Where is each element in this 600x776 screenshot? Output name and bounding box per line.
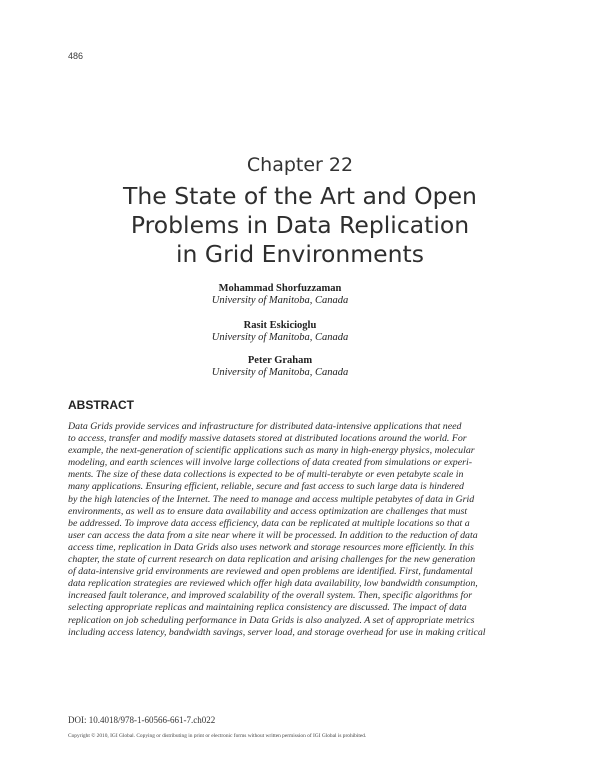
abstract-line: data replication strategies are reviewed which offer high data availability, low bandwidth consumption,: [68, 578, 478, 590]
abstract-line: selecting appropriate replicas and maintaining replica consistency are discussed. The impact of data: [68, 602, 467, 614]
author-name: Mohammad Shorfuzzaman: [218, 283, 342, 294]
abstract-line: access time, replication in Data Grids also uses network and storage resources more efficiently. In this: [68, 541, 474, 553]
abstract-line: increased fault tolerance, and improved scalability of the overall system. Then, specific algorithms for: [68, 590, 473, 602]
title-line: in Grid Environments: [176, 240, 424, 268]
abstract-line: of data-intensive grid environments are reviewed and open problems are identified. First, fundamental: [68, 566, 473, 578]
abstract-body: [68, 421, 532, 639]
author-affiliation: University of Manitoba, Canada: [211, 332, 349, 343]
abstract-line: be addressed. To improve data access efficiency, data can be replicated at multiple locations so that a: [68, 517, 470, 529]
doi-line: DOI: 10.4018/978-1-60566-661-7.ch022: [68, 715, 216, 725]
title-line: The State of the Art and Open: [123, 182, 477, 210]
copyright-notice: Copyright © 2010, IGI Global. Copying or distributing in print or electronic forms without written permission of IGI Global is prohibited.: [68, 733, 367, 739]
author-affiliation: University of Manitoba, Canada: [211, 295, 349, 306]
abstract-line: by the high latencies of the Internet. The need to manage and access multiple petabytes of data in Grid: [68, 493, 475, 505]
abstract-heading: ABSTRACT: [68, 398, 134, 412]
author-name: Peter Graham: [247, 355, 313, 366]
abstract-line: ments. The size of these data collections is expected to be of multi-terabyte or even petabyte scale in: [68, 469, 464, 481]
page-number: 486: [68, 51, 84, 61]
author-block: [0, 283, 560, 307]
abstract-line: Data Grids provide services and infrastructure for distributed data-intensive applications that need: [68, 421, 462, 432]
abstract-line: replication on job scheduling performance in Data Grids is also analyzed. A set of appropriate metrics: [68, 614, 475, 626]
abstract-line: environments, as well as to ensure data availability and access optimization are challenges that must: [68, 505, 468, 517]
abstract-line: example, the next-generation of scientific applications such as many in high-energy physics, molecular: [68, 445, 475, 457]
abstract-line: user can access the data from a site near where it will be processed. In addition to the reduction of data: [68, 529, 478, 541]
title-line: Problems in Data Replication: [130, 211, 470, 239]
abstract-line: chapter, the state of current research on data replication and arising challenges for the new generation: [68, 554, 476, 566]
abstract-line: including access latency, bandwidth savings, server load, and storage overhead for use in making critical: [68, 626, 486, 638]
chapter-label: Chapter 22: [246, 154, 354, 176]
chapter-title: [0, 182, 600, 269]
abstract-line: many applications. Ensuring efficient, reliable, secure and fast access to such large data is hindered: [68, 481, 464, 493]
abstract-line: modeling, and earth sciences will involve large collections of data created from simulations or experi-: [68, 457, 472, 469]
author-block: [0, 355, 560, 379]
abstract-line: to access, transfer and modify massive datasets stored at distributed locations around the world. For: [68, 433, 467, 445]
author-affiliation: University of Manitoba, Canada: [211, 367, 349, 378]
author-block: [0, 320, 560, 344]
author-name: Rasit Eskicioglu: [243, 320, 317, 331]
